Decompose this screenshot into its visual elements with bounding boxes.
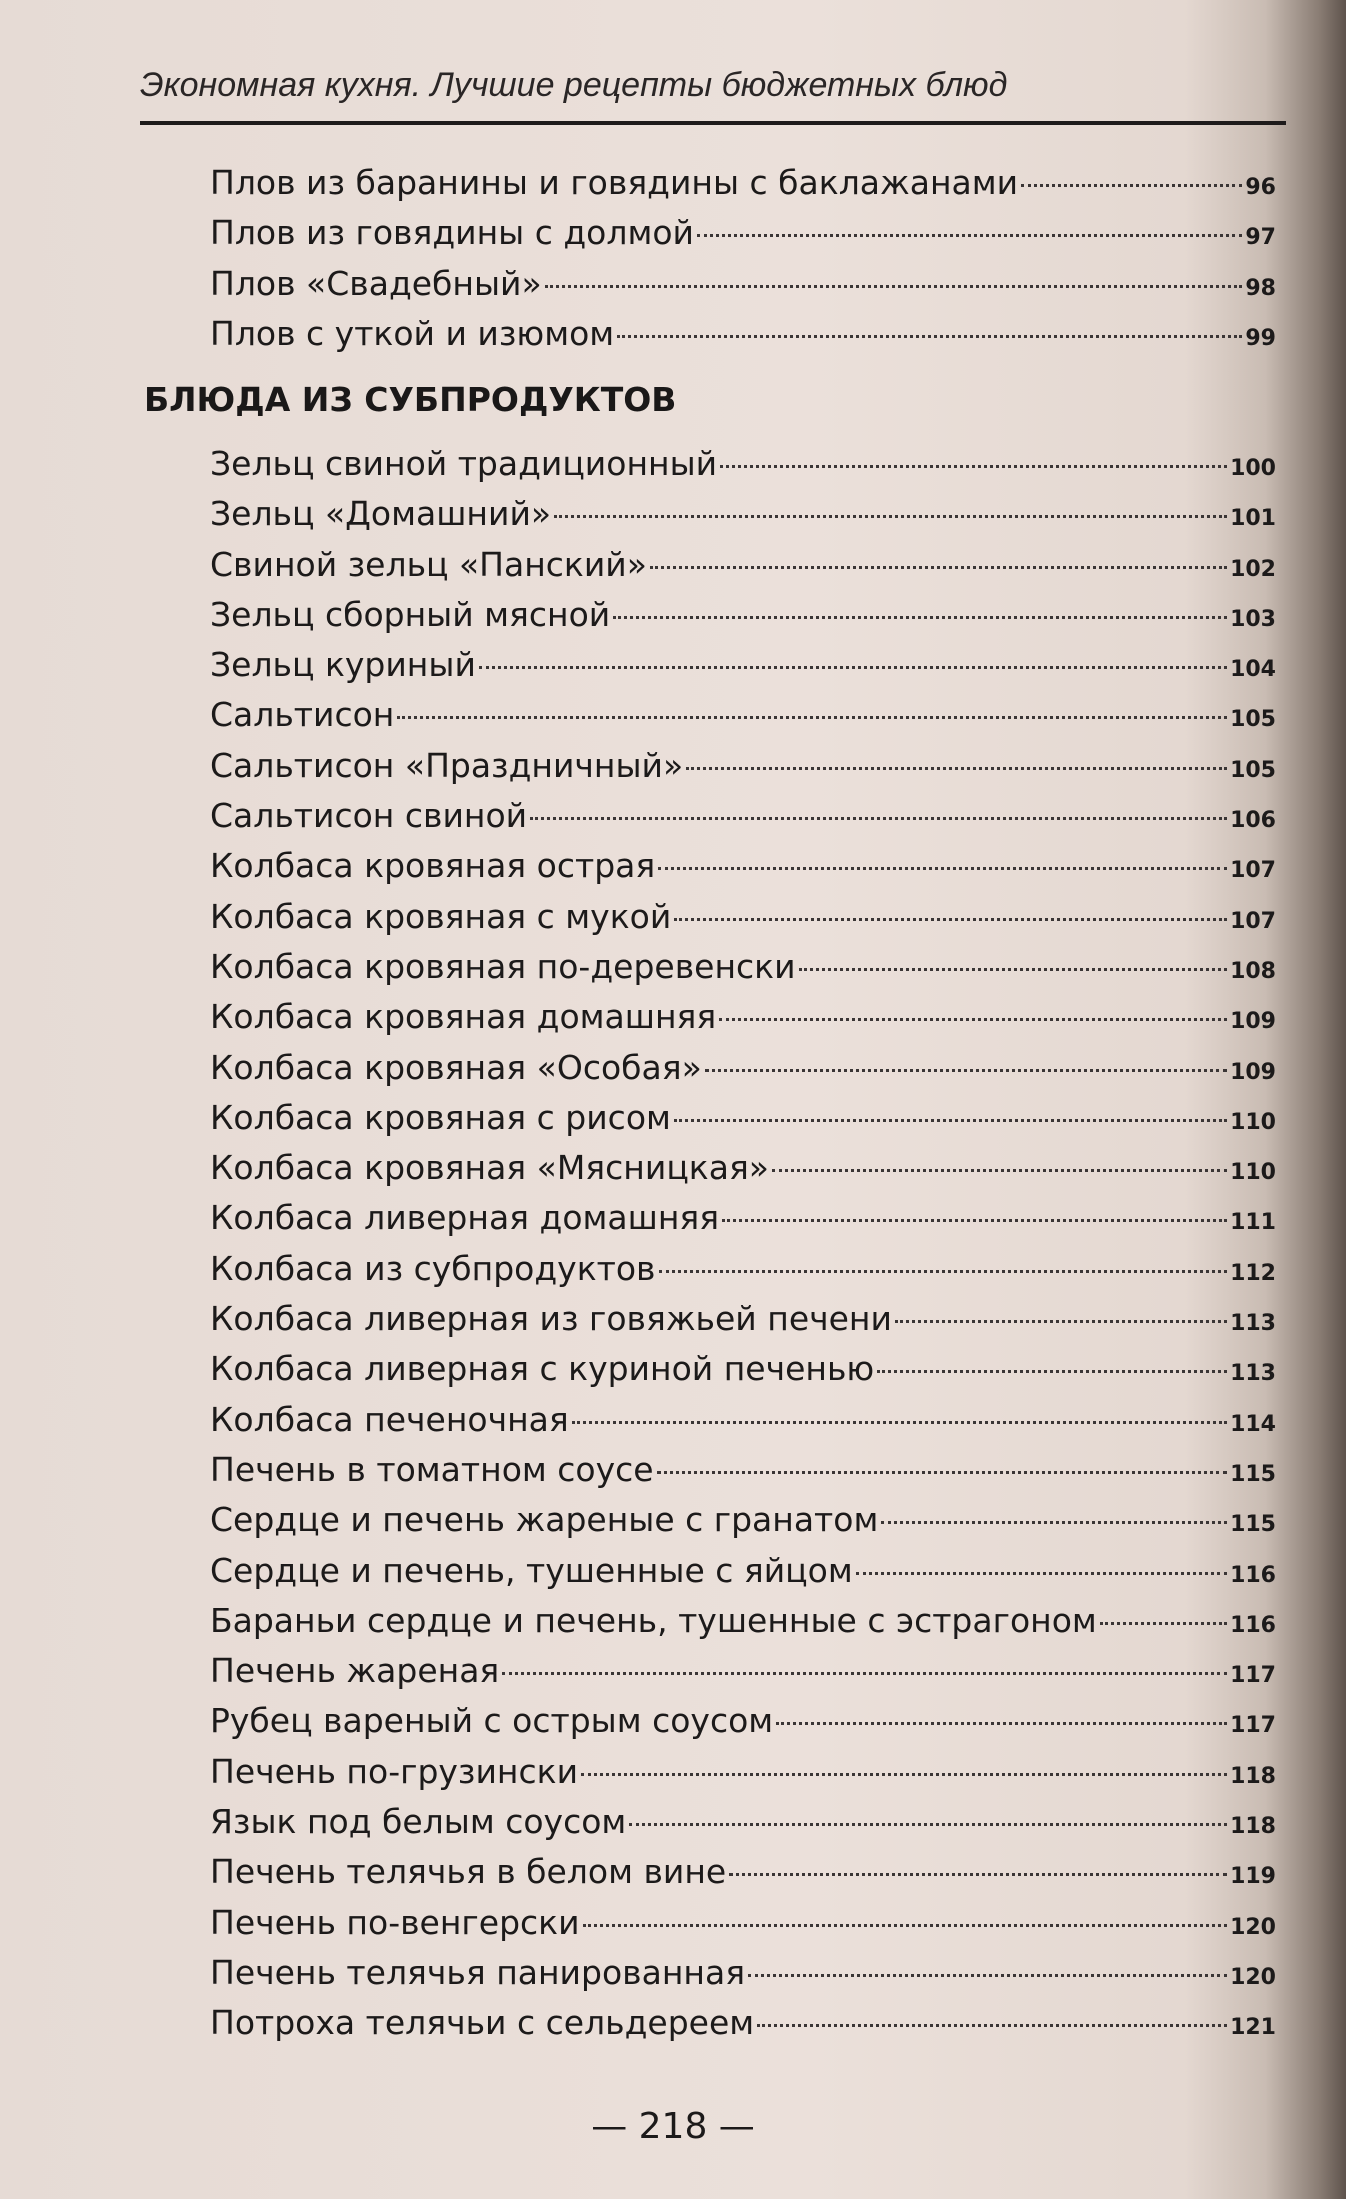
dot-leader (729, 1873, 1227, 1876)
entry-page: 106 (1230, 808, 1276, 834)
entry-page: 109 (1230, 1009, 1276, 1035)
entry-page: 109 (1230, 1059, 1276, 1085)
dot-leader (748, 1974, 1227, 1977)
toc-entry (210, 1852, 1276, 1902)
toc-entry (210, 1551, 1276, 1601)
entry-title: Колбаса ливерная из говяжьей печени (210, 1299, 892, 1339)
toc-entry (210, 997, 1276, 1047)
dot-leader (776, 1722, 1227, 1725)
toc-entry (210, 645, 1276, 695)
entry-page: 98 (1245, 275, 1276, 301)
entry-title: Бараньи сердце и печень, тушенные с эстрагоном (210, 1600, 1097, 1640)
entry-title: Колбаса ливерная домашняя (210, 1198, 720, 1238)
entry-title: Потроха телячьи с сельдереем (210, 2003, 755, 2043)
dot-leader (658, 867, 1227, 870)
dot-leader (657, 1471, 1227, 1474)
entry-page: 107 (1230, 858, 1276, 884)
toc-entry (210, 1349, 1276, 1399)
dot-leader (720, 465, 1227, 468)
entry-title: Язык под белым соусом (210, 1802, 627, 1842)
header-rule (140, 121, 1286, 125)
dot-leader (697, 234, 1242, 237)
entry-title: Сальтисон (210, 695, 395, 735)
entry-page: 108 (1230, 958, 1276, 984)
entry-page: 118 (1230, 1814, 1276, 1840)
entry-title: Рубец вареный с острым соусом (210, 1701, 774, 1741)
running-header: Экономная кухня. Лучшие рецепты бюджетных блюд (140, 66, 1008, 104)
dot-leader (674, 918, 1227, 921)
entry-page: 110 (1230, 1109, 1276, 1135)
dot-leader (502, 1672, 1227, 1675)
entry-page: 100 (1230, 456, 1276, 481)
entry-page: 121 (1230, 2015, 1276, 2041)
entry-title: Свиной зельц «Панский» (210, 544, 647, 584)
toc-entry (210, 444, 1276, 494)
toc-entry (210, 1903, 1276, 1953)
entry-page: 118 (1230, 1763, 1276, 1789)
toc-entry (210, 897, 1276, 947)
dot-leader (545, 285, 1243, 288)
entry-page: 116 (1230, 1612, 1276, 1638)
toc-entry (210, 1500, 1276, 1550)
entry-title: Печень телячья панированная (210, 1952, 746, 1992)
dot-leader (895, 1320, 1227, 1323)
entry-page: 113 (1230, 1311, 1276, 1337)
dot-leader (757, 2024, 1227, 2027)
entry-title: Зельц «Домашний» (210, 494, 552, 534)
entry-title: Колбаса кровяная «Особая» (210, 1047, 702, 1087)
entry-page: 104 (1230, 657, 1276, 683)
dot-leader (772, 1169, 1227, 1172)
toc-entry (210, 595, 1276, 645)
toc-list-main (210, 444, 1276, 2054)
toc-entry (210, 1249, 1276, 1299)
section-heading: БЛЮДА ИЗ СУБПРОДУКТОВ (144, 380, 677, 419)
entry-page: 110 (1230, 1160, 1276, 1186)
dot-leader (530, 817, 1227, 820)
entry-title: Колбаса кровяная с рисом (210, 1097, 671, 1137)
toc-entry (210, 746, 1276, 796)
dot-leader (554, 515, 1227, 518)
toc-entry (210, 2003, 1276, 2053)
dot-leader (629, 1823, 1227, 1826)
toc-entry (210, 314, 1276, 364)
toc-entry (210, 1651, 1276, 1701)
entry-title: Сердце и печень жареные с гранатом (210, 1500, 879, 1540)
dot-leader (583, 1924, 1228, 1927)
entry-page: 120 (1230, 1964, 1276, 1990)
entry-page: 111 (1230, 1210, 1276, 1236)
toc-entry (210, 1752, 1276, 1802)
toc-entry (210, 1098, 1276, 1148)
toc-entry (210, 1450, 1276, 1500)
entry-title: Сальтисон «Праздничный» (210, 745, 684, 785)
dot-leader (650, 566, 1227, 569)
dot-leader (397, 716, 1227, 719)
toc-entry (210, 846, 1276, 896)
toc-entry (210, 264, 1276, 314)
entry-page: 107 (1230, 908, 1276, 934)
entry-title: Плов с уткой и изюмом (210, 313, 615, 353)
entry-page: 96 (1245, 175, 1276, 200)
entry-title: Печень в томатном соусе (210, 1449, 654, 1489)
dot-leader (722, 1219, 1227, 1222)
entry-page: 103 (1230, 606, 1276, 632)
entry-title: Колбаса печеночная (210, 1399, 569, 1439)
entry-title: Печень по-венгерски (210, 1902, 580, 1942)
entry-title: Зельц свиной традиционный (210, 444, 718, 483)
entry-title: Печень по-грузински (210, 1751, 579, 1791)
entry-title: Плов из говядины с долмой (210, 213, 694, 253)
dot-leader (719, 1018, 1227, 1021)
toc-entry (210, 796, 1276, 846)
toc-entry (210, 494, 1276, 544)
toc-entry (210, 1701, 1276, 1751)
dot-leader (617, 335, 1242, 338)
toc-list-top (210, 163, 1276, 364)
dot-leader (572, 1421, 1227, 1424)
dot-leader (674, 1119, 1227, 1122)
dot-leader (881, 1521, 1227, 1524)
entry-title: Зельц сборный мясной (210, 594, 611, 634)
entry-page: 105 (1230, 707, 1276, 733)
dot-leader (856, 1572, 1227, 1575)
toc-entry (210, 1299, 1276, 1349)
entry-title: Печень телячья в белом вине (210, 1852, 727, 1892)
toc-entry (210, 1148, 1276, 1198)
toc-entry (210, 1198, 1276, 1248)
toc-entry (210, 1802, 1276, 1852)
entry-title: Колбаса кровяная острая (210, 846, 656, 886)
toc-entry (210, 545, 1276, 595)
toc-entry (210, 1601, 1276, 1651)
entry-title: Колбаса из субпродуктов (210, 1248, 656, 1288)
entry-page: 119 (1230, 1864, 1276, 1890)
toc-entry (210, 163, 1276, 213)
entry-page: 112 (1230, 1260, 1276, 1286)
dot-leader (686, 767, 1227, 770)
entry-page: 101 (1230, 506, 1276, 532)
dot-leader (1021, 184, 1242, 187)
entry-page: 120 (1230, 1914, 1276, 1940)
dot-leader (613, 616, 1227, 619)
entry-title: Плов «Свадебный» (210, 263, 542, 303)
toc-entry (210, 1048, 1276, 1098)
entry-page: 97 (1245, 225, 1276, 251)
entry-title: Зельц куриный (210, 645, 476, 685)
entry-page: 115 (1230, 1512, 1276, 1538)
entry-page: 115 (1230, 1461, 1276, 1487)
entry-page: 114 (1230, 1411, 1276, 1437)
entry-title: Колбаса ливерная с куриной печенью (210, 1349, 875, 1389)
entry-page: 117 (1230, 1713, 1276, 1739)
page-number: — 218 — (591, 2106, 755, 2147)
entry-page: 102 (1230, 556, 1276, 582)
dot-leader (659, 1270, 1228, 1273)
toc-entry (210, 1953, 1276, 2003)
entry-page: 113 (1230, 1361, 1276, 1387)
dot-leader (581, 1773, 1227, 1776)
entry-title: Плов из баранины и говядины с баклажанами (210, 163, 1019, 202)
dot-leader (877, 1370, 1227, 1373)
entry-page: 105 (1230, 757, 1276, 783)
entry-title: Сердце и печень, тушенные с яйцом (210, 1550, 853, 1590)
dot-leader (705, 1069, 1227, 1072)
dot-leader (1100, 1622, 1227, 1625)
entry-title: Сальтисон свиной (210, 796, 528, 836)
entry-title: Колбаса кровяная «Мясницкая» (210, 1148, 769, 1188)
dot-leader (799, 968, 1228, 971)
entry-title: Печень жареная (210, 1651, 500, 1691)
dot-leader (479, 666, 1227, 669)
entry-page: 117 (1230, 1663, 1276, 1689)
entry-title: Колбаса кровяная по-деревенски (210, 946, 796, 986)
entry-page: 99 (1245, 325, 1276, 351)
toc-entry (210, 695, 1276, 745)
entry-page: 116 (1230, 1562, 1276, 1588)
toc-entry (210, 947, 1276, 997)
entry-title: Колбаса кровяная домашняя (210, 997, 717, 1037)
toc-entry (210, 1400, 1276, 1450)
toc-entry (210, 213, 1276, 263)
entry-title: Колбаса кровяная с мукой (210, 896, 672, 936)
